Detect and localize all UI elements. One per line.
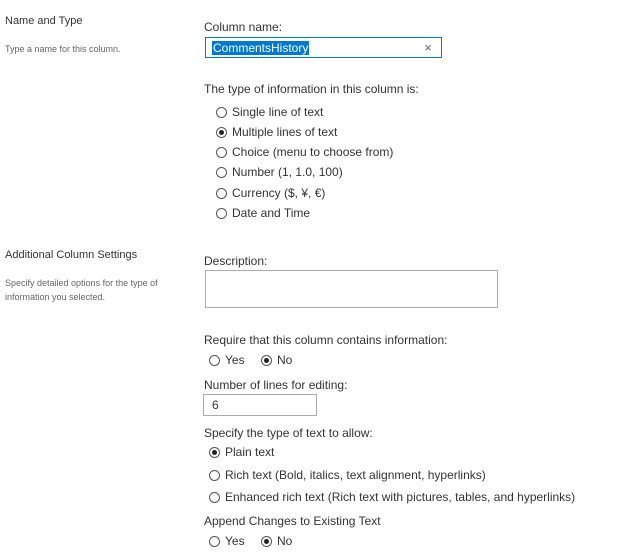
text-type-option-label: Plain text bbox=[225, 445, 275, 459]
text-type-option-label: Rich text (Bold, italics, text alignment, hyperlinks) bbox=[225, 468, 486, 482]
type-option-label: Date and Time bbox=[232, 206, 311, 220]
additional-settings-description-2: information you selected. bbox=[5, 292, 106, 302]
radio-icon[interactable] bbox=[216, 147, 227, 158]
type-option-number[interactable] bbox=[216, 165, 343, 179]
radio-icon[interactable] bbox=[209, 536, 220, 547]
type-option-single-line[interactable] bbox=[216, 105, 323, 119]
radio-icon[interactable] bbox=[216, 107, 227, 118]
require-label: Require that this column contains information: bbox=[204, 333, 448, 347]
type-option-currency[interactable] bbox=[216, 186, 325, 200]
description-label: Description: bbox=[204, 254, 268, 268]
additional-settings-description-1: Specify detailed options for the type of bbox=[5, 278, 158, 288]
column-name-label: Column name: bbox=[204, 20, 283, 34]
append-no-label: No bbox=[277, 534, 293, 548]
name-type-description: Type a name for this column. bbox=[5, 44, 121, 54]
type-option-label: Number (1, 1.0, 100) bbox=[232, 165, 343, 179]
name-type-title: Name and Type bbox=[5, 15, 83, 27]
radio-icon[interactable] bbox=[209, 470, 220, 481]
type-option-label: Choice (menu to choose from) bbox=[232, 145, 394, 159]
close-icon[interactable]: × bbox=[424, 40, 432, 55]
type-option-multiple-lines[interactable] bbox=[216, 125, 337, 139]
description-textarea[interactable] bbox=[205, 270, 498, 308]
text-type-enhanced[interactable] bbox=[209, 490, 575, 504]
radio-icon[interactable] bbox=[216, 208, 227, 219]
append-yes-option[interactable] bbox=[209, 534, 245, 548]
additional-settings-title: Additional Column Settings bbox=[5, 249, 138, 261]
radio-icon[interactable] bbox=[216, 188, 227, 199]
text-type-rich[interactable] bbox=[209, 468, 486, 482]
radio-checked-icon[interactable] bbox=[261, 536, 272, 547]
radio-icon[interactable] bbox=[209, 492, 220, 503]
type-option-label: Single line of text bbox=[232, 105, 324, 119]
require-yes-option[interactable] bbox=[209, 353, 245, 367]
text-type-label: Specify the type of text to allow: bbox=[204, 426, 373, 440]
append-no-option[interactable] bbox=[261, 534, 292, 548]
radio-checked-icon[interactable] bbox=[261, 355, 272, 366]
type-info-label: The type of information in this column is: bbox=[204, 82, 419, 96]
lines-editing-label: Number of lines for editing: bbox=[204, 378, 348, 392]
append-label: Append Changes to Existing Text bbox=[204, 514, 381, 528]
text-type-plain[interactable] bbox=[209, 445, 274, 459]
type-option-choice[interactable] bbox=[216, 145, 393, 159]
text-type-option-label: Enhanced rich text (Rich text with pictures, tables, and hyperlinks) bbox=[225, 490, 576, 504]
column-name-value: CommentsHistory bbox=[213, 41, 309, 55]
lines-editing-input[interactable]: 6 bbox=[203, 394, 317, 416]
radio-checked-icon[interactable] bbox=[209, 447, 220, 458]
column-name-input[interactable] bbox=[205, 37, 442, 58]
type-option-label: Currency ($, ¥, €) bbox=[232, 186, 326, 200]
type-option-label: Multiple lines of text bbox=[232, 125, 338, 139]
type-option-date-time[interactable] bbox=[216, 206, 310, 220]
radio-icon[interactable] bbox=[216, 167, 227, 178]
require-no-label: No bbox=[277, 353, 293, 367]
radio-checked-icon[interactable] bbox=[216, 127, 227, 138]
require-yes-label: Yes bbox=[225, 353, 245, 367]
require-no-option[interactable] bbox=[261, 353, 292, 367]
append-yes-label: Yes bbox=[225, 534, 245, 548]
radio-icon[interactable] bbox=[209, 355, 220, 366]
